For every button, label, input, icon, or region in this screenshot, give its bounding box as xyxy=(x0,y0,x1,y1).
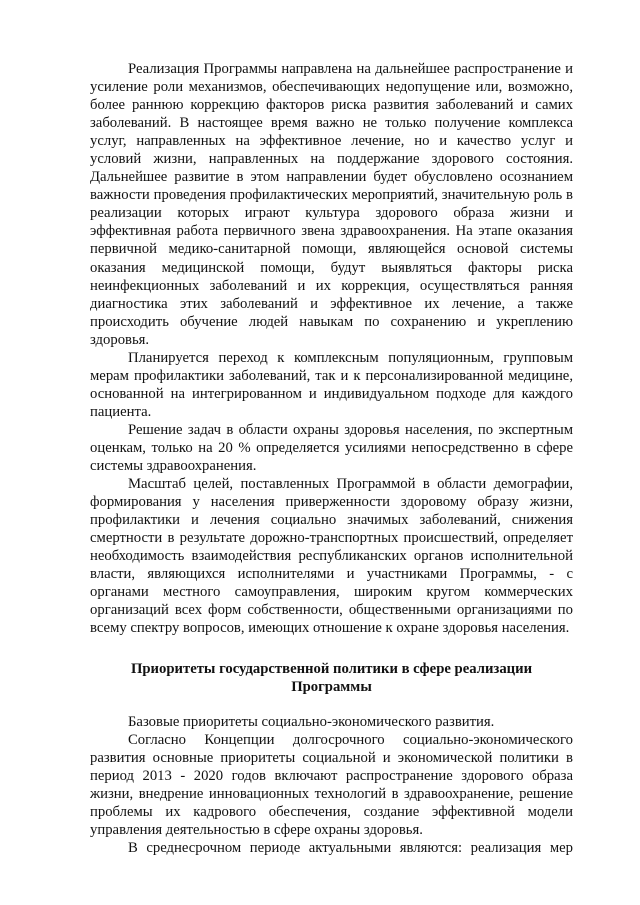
paragraph-basic-priorities: Базовые приоритеты социально-экономического развития. xyxy=(128,713,495,730)
paragraph-medium-term: В среднесрочном периоде актуальными являются: реализация мер xyxy=(128,839,573,856)
paragraph-program-implementation: Реализация Программы направлена на дальнейшее распространение и усиление роли механизмов, обеспечивающих недопущение или, возможно, более раннюю коррекцию факторов риска развития заболеваний и самих заболеваний. В настоящее время важно не только получение комплекса услуг, направленных на эффективное лечение, но и качество услуг и условий жизни, направленных на поддержание здорового состояния. Дальнейшее развитие в этом направлении будет обусловлено осознанием важности проведения профилактических мероприятий, значительную роль в реализации которых играют культура здорового образа жизни и эффективная работа первичного звена здравоохранения. На этапе оказания первичной медико-санитарной помощи, являющейся основой системы оказания медицинской помощи, будут выявляться факторы риска неинфекционных заболеваний и их коррекция, осуществляться ранняя диагностика этих заболеваний и эффективное их лечение, а также происходить обучение людей навыкам по сохранению и укреплению здоровья. xyxy=(90,61,573,348)
paragraph-expert-estimates: Решение задач в области охраны здоровья населения, по экспертным оценкам, только на 20 % определяется усилиями непосредственно в сфере системы здравоохранения. xyxy=(90,421,573,475)
paragraph-scale-of-goals: Масштаб целей, поставленных Программой в области демографии, формирования у населения приверженности здоровому образу жизни, профилактики и лечения социально значимых заболеваний, снижения смертности в результате дорожно-транспортных происшествий, определяет необходимость взаимодействия республиканских органов исполнительной власти, являющихся исполнителями и участниками Программы, - с органами местного самоуправления, широким кругом коммерческих организаций всех форм собственности, общественными организациями по всему спектру вопросов, имеющих отношение к охране здоровья населения. xyxy=(90,476,573,637)
document-page xyxy=(90,60,573,857)
paragraph-transition-to-prevention: Планируется переход к комплексным популяционным, групповым мерам профилактики заболеваний, так и к персонализированной медицине, основанной на интегрированном и индивидуальном подходе для каждого пациента. xyxy=(90,349,573,420)
section-heading: Приоритеты государственной политики в сфере реализации Программы xyxy=(130,660,533,695)
paragraph-concept-long-term: Согласно Концепции долгосрочного социально-экономического развития основные приоритеты социальной и экономической политики в период 2013 - 2020 годов включают распространение здорового образа жизни, внедрение инновационных технологий в здравоохранение, решение проблемы их кадрового обеспечения, создание эффективной модели управления деятельностью в сфере охраны здоровья. xyxy=(90,731,573,838)
